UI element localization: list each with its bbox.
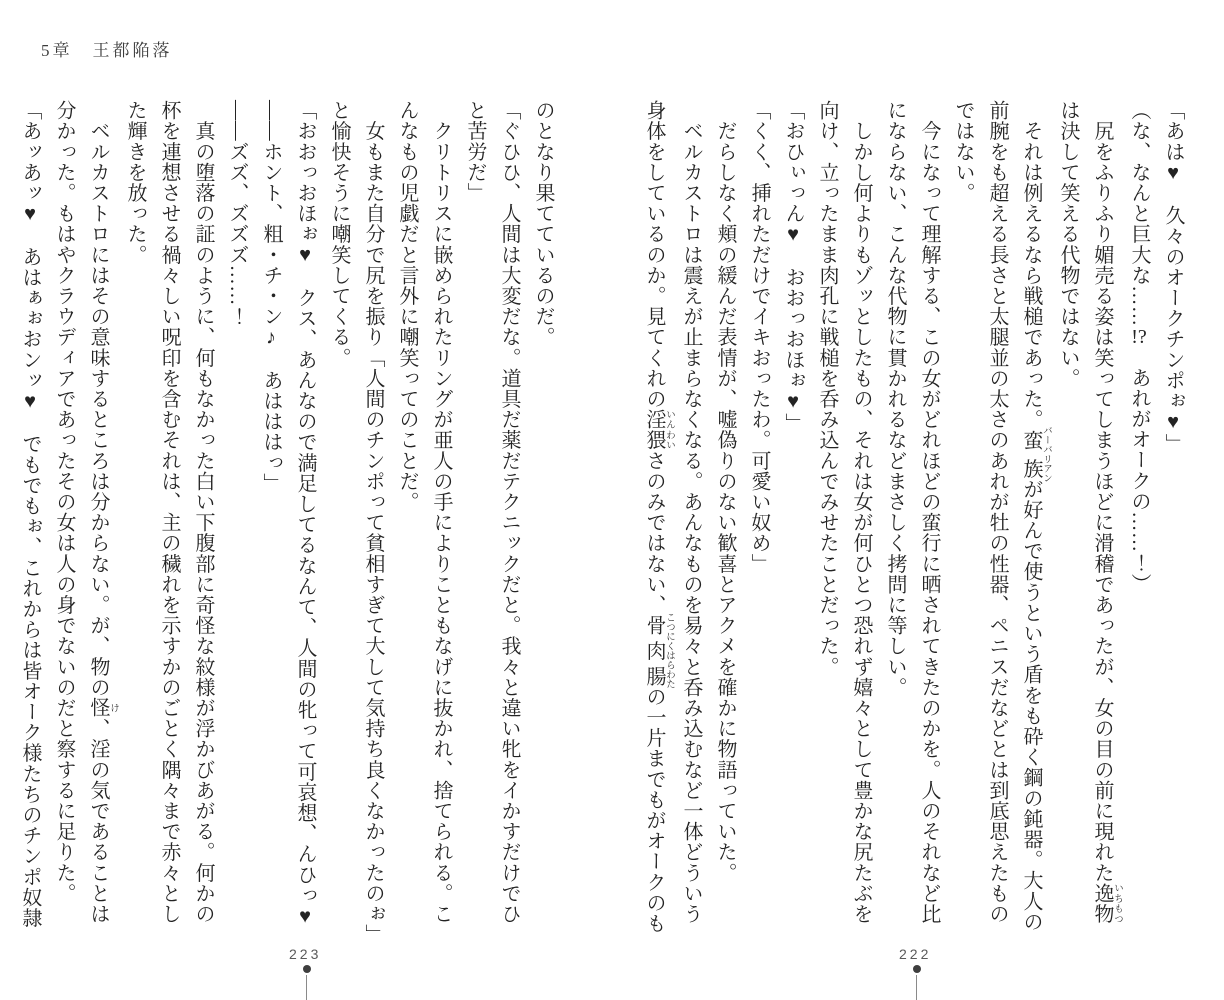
text-column: 「あッあッ♥ あはぁぉおンッ♥ でもでもぉ、これからは皆オーク様たちのチンポ奴隷 [19, 100, 41, 928]
text-column: は決して笑える代物ではない。 [1057, 100, 1079, 389]
page-marker-dot-left [303, 965, 311, 973]
text-column: 杯を連想させる禍々しい呪印を含むそれは、主の穢れを示すかのごとく隅々まで赤々とし [158, 100, 180, 924]
page-number-right: 222 [899, 946, 932, 962]
text-column: クリトリスに嵌められたリングが亜人の手によりこともなげに抜かれ、捨てられる。こ [430, 100, 452, 924]
text-column: 「おおっおほぉ♥ クス、あんなので満足してるなんて、人間の牝って可哀想、んひっ♥ [294, 100, 316, 928]
text-column: 身体をしているのか。見てくれの淫猥 いんわいさのみではない、骨肉腸 こつにくはらわたの一片までもがオークのも [643, 100, 674, 934]
page-marker-dot-right [913, 965, 921, 973]
text-column: 女もまた自分で尻を振り「人間のチンポって貧相すぎて大して気持ち良くなかったのぉ」 [362, 100, 384, 945]
text-column: （な、なんと巨大な……!? あれがオークの……！） [1128, 100, 1150, 594]
text-column: ではない。 [952, 100, 974, 203]
text-column: 真の堕落の証のように、何もなかった白い下腹部に奇怪な紋様が浮かびあがる。何かの [192, 100, 214, 924]
text-column: のとなり果てているのだ。 [532, 100, 554, 348]
text-column: と愉快そうに嘲笑してくる。 [328, 100, 350, 368]
text-column: 前腕をも超える長さと太腿並の太さのあれが牡の性器、ペニスだなどとは到底思えたもの [986, 100, 1008, 924]
text-column: 「くく、挿れただけでイキおったわ。可愛い奴め」 [748, 100, 770, 574]
text-column: 尻をふりふり媚売る姿は笑ってしまうほどに滑稽であったが、女の目の前に現れた逸物 いちもつ [1091, 100, 1122, 925]
text-column: た輝きを放った。 [124, 100, 146, 265]
text-column: にならない、こんな代物に貫かれるなどまさしく拷問に等しい。 [884, 100, 906, 698]
text-column: 「ぐひひ、人間は大変だな。道具だ薬だテクニックだと。我々と違い牝をイかすだけでひ [498, 100, 520, 924]
text-column: と苦労だ」 [464, 100, 486, 203]
text-column: しかし何よりもゾッとしたもの、それは女が何ひとつ恐れず嬉々として豊かな尻たぶを [850, 100, 872, 924]
text-column: ――ズズ、ズズズ……！ [226, 100, 248, 327]
chapter-header: 5章 王都陥落 [41, 41, 173, 60]
page-right-text [637, 100, 1190, 948]
page-number-left: 223 [289, 946, 322, 962]
text-column: 向け、立ったまま肉孔に戦槌を呑み込んでみせたことだった。 [816, 100, 838, 677]
page-left-text [13, 100, 560, 948]
text-column: 「あは♥ 久々のオークチンポぉ♥」 [1162, 100, 1184, 455]
text-column: ベルカストロは震えが止まらなくなる。あんなものを易々と呑み込むなど一体どういう [680, 100, 702, 924]
text-column: だらしなく頬の緩んだ表情が、嘘偽りのない歓喜とアクメを確かに物語っていた。 [714, 100, 736, 883]
page-marker-line-right [916, 975, 917, 1000]
text-column: んなもの児戯だと言外に嘲笑ってのことだ。 [396, 100, 418, 512]
text-column: 分かった。もはやクラウディアであったその女は人の身でないのだと察するに足りた。 [53, 100, 75, 904]
text-column: ――ホント、粗・チ・ン♪ あはははっ」 [260, 100, 282, 494]
text-column: それは例えるなら戦槌であった。蛮族 バーバリアンが好んで使うという盾をも砕く鋼の鈍器。大人の [1020, 100, 1051, 932]
text-column: 今になって理解する、この女がどれほどの蛮行に晒されてきたのかを。人のそれなど比 [918, 100, 940, 924]
text-column: ベルカストロにはその意味するところは分からない。が、物の怪 け、淫の気であることは [87, 100, 118, 925]
page-marker-line-left [306, 975, 307, 1000]
text-column: 「おひぃっん♥ おおっおほぉ♥」 [782, 100, 804, 434]
